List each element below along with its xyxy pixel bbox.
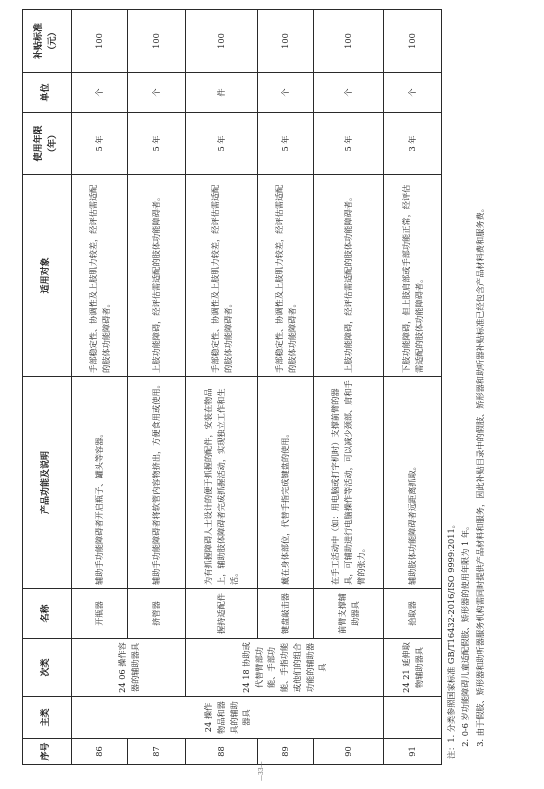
cell-seq: 88 <box>186 739 258 765</box>
cell-name: 拾取器 <box>384 589 442 639</box>
cell-func: 为有抓握障碍人士设计的便于抓握的配件，安装在物品上，辅助肢体障碍者完成抓握活动，实现独立工作和生活。 <box>186 377 258 589</box>
cell-func: 辅助手功能障碍者开启瓶子、罐头等容器。 <box>72 377 128 589</box>
note-item: 2. 0-6 岁功能障碍儿童适配假肢、矫形器的使用年限为 1 年。 <box>460 521 471 747</box>
cell-func: 戴在身体部位，代替手指完成键盘的使用。 <box>258 377 314 589</box>
cell-name: 握持适配件 <box>186 589 258 639</box>
cell-subsidy: 100 <box>186 10 258 73</box>
table-row <box>186 10 258 765</box>
cell-unit: 个 <box>258 73 314 113</box>
cell-target: 下肢功能障碍，但上肢肩部或手部功能正常，经评估需适配的肢体功能障碍者。 <box>384 175 442 377</box>
cell-func: 辅助手功能障碍者将软管内容物挤出，方便食用或使用。 <box>128 377 186 589</box>
cell-seq: 91 <box>384 739 442 765</box>
table-row <box>72 10 128 765</box>
cell-name: 前臂支撑辅助器具 <box>314 589 384 639</box>
subsidy-table <box>22 9 442 765</box>
header-subsidy: 补贴标准（元） <box>23 10 72 73</box>
cell-main-group: 24 操作物品和器具的辅助器具 <box>72 697 384 739</box>
cell-subsidy: 100 <box>314 10 384 73</box>
cell-sub-group-b: 24 18 协助或代替臂部功能、手部功能、手指功能或他们的组合功能的辅助器具 <box>186 639 384 697</box>
table-row <box>384 10 442 765</box>
cell-func: 在手工活动中（如：用电脑或打字机时）支撑前臂的器具，可辅助进行电脑操作等活动，可以减少颈部、肩和手臂的张力。 <box>314 377 384 589</box>
header-main: 主类 <box>23 697 72 739</box>
cell-main-empty <box>384 697 442 739</box>
header-unit: 单位 <box>23 73 72 113</box>
cell-seq: 90 <box>314 739 384 765</box>
cell-sub-group-a: 24 06 操作容器的辅助器具 <box>72 639 186 697</box>
cell-name: 开瓶器 <box>72 589 128 639</box>
cell-target: 上肢功能障碍，经评估需适配的肢体功能障碍者。 <box>128 175 186 377</box>
cell-seq: 86 <box>72 739 128 765</box>
cell-unit: 个 <box>314 73 384 113</box>
cell-unit: 个 <box>384 73 442 113</box>
header-target: 适用对象 <box>23 175 72 377</box>
header-name: 名称 <box>23 589 72 639</box>
note-item: 3. 由于假肢、矫形器和助听器服务机构需同时提供产品材料和服务，因此补贴目录中的假肢、矫形器和助听器补贴标准已经包含产品材料费和服务费。 <box>474 204 485 747</box>
cell-target: 上肢功能障碍，经评估需适配的肢体功能障碍者。 <box>314 175 384 377</box>
note-line-1 <box>444 9 458 759</box>
header-sub: 次类 <box>23 639 72 697</box>
cell-name: 挤管器 <box>128 589 186 639</box>
cell-subsidy: 100 <box>258 10 314 73</box>
cell-seq: 89 <box>258 739 314 765</box>
notes-heading: 注： <box>446 742 456 759</box>
cell-years: 5 年 <box>72 113 128 175</box>
cell-years: 5 年 <box>314 113 384 175</box>
cell-years: 5 年 <box>186 113 258 175</box>
cell-target: 手部稳定性、协调性及上肢肌力较差，经评估需适配的肢体功能障碍者。 <box>258 175 314 377</box>
header-seq: 序号 <box>23 739 72 765</box>
cell-subsidy: 100 <box>384 10 442 73</box>
cell-subsidy: 100 <box>128 10 186 73</box>
cell-unit: 个 <box>72 73 128 113</box>
header-years: 使用年限（年） <box>23 113 72 175</box>
cell-unit: 件 <box>186 73 258 113</box>
page-number: —33— <box>258 761 265 781</box>
notes-block <box>444 9 487 759</box>
header-func: 产品功能及说明 <box>23 377 72 589</box>
cell-name: 键盘敲击器 <box>258 589 314 639</box>
cell-target: 手部稳定性、协调性及上肢肌力较差，经评估需适配的肢体功能障碍者。 <box>186 175 258 377</box>
cell-seq: 87 <box>128 739 186 765</box>
cell-unit: 个 <box>128 73 186 113</box>
header-row <box>23 10 72 765</box>
cell-target: 手部稳定性、协调性及上肢肌力较差，经评估需适配的肢体功能障碍者。 <box>72 175 128 377</box>
cell-years: 5 年 <box>258 113 314 175</box>
cell-subsidy: 100 <box>72 10 128 73</box>
cell-sub-group-c: 24 21 延伸取物辅助器具 <box>384 639 442 697</box>
cell-func: 辅助肢体功能障碍者远距离抓取。 <box>384 377 442 589</box>
cell-years: 3 年 <box>384 113 442 175</box>
cell-years: 5 年 <box>128 113 186 175</box>
note-item: 1. 分类参照国家标准 GB/T16432-2016/ISO 9999:2011。 <box>446 520 456 743</box>
